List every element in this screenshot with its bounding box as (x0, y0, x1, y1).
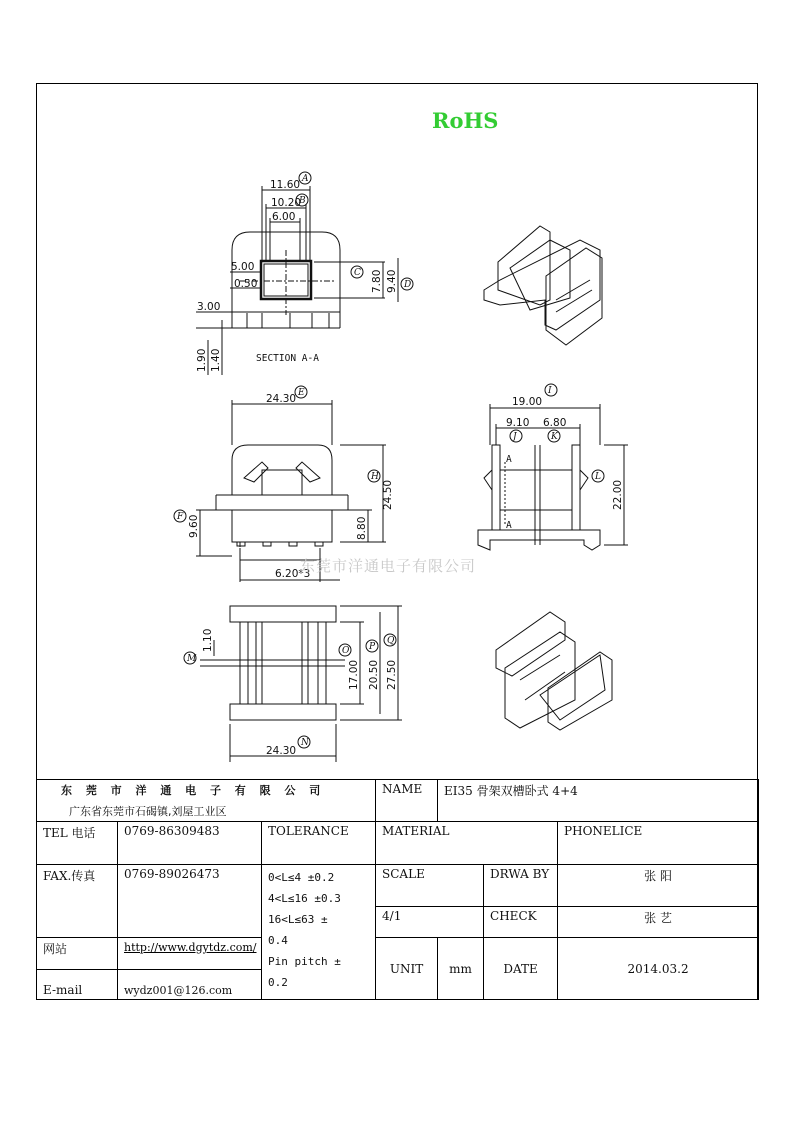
bubble-label: A (302, 174, 309, 184)
unit-label: UNIT (376, 938, 438, 1000)
dim-text: 22.00 (612, 479, 624, 510)
web-cell (118, 938, 262, 970)
dim-text: 1.10 (202, 628, 214, 652)
section-arrow-label: A (506, 454, 512, 465)
section-label: SECTION A-A (256, 353, 319, 364)
bubble-label: B (299, 196, 306, 206)
tolerance-line: 4<L≤16 ±0.3 (268, 892, 341, 905)
scale-value: 4/1 (376, 907, 484, 938)
check-label: CHECK (484, 907, 558, 938)
dim-text: 6.00 (272, 211, 296, 223)
tel-label: TEL 电话 (37, 822, 118, 865)
tolerance-values (262, 865, 376, 1000)
dim-text: 6.20*3 (275, 568, 311, 580)
bubble-label: F (177, 512, 184, 522)
dim-text: 1.40 (210, 348, 222, 372)
dim-text: 10.20 (271, 197, 302, 209)
dim-text: 11.60 (270, 179, 301, 191)
dim-text: 20.50 (368, 659, 380, 690)
email-label: E-mail (37, 970, 118, 1000)
bubble-label: N (301, 738, 309, 748)
fax-value: 0769-89026473 (118, 865, 262, 938)
company-address: 广东省东莞市石碣镇,刘屋工业区 (69, 805, 227, 818)
dim-text: 1.90 (196, 348, 208, 372)
email-value: wydz001@126.com (118, 970, 262, 1000)
name-label: NAME (376, 780, 438, 822)
material-value: PHONELICE (558, 822, 759, 865)
title-block (36, 779, 759, 1000)
date-value: 2014.03.2 (558, 938, 759, 1000)
tolerance-line: 0.4 (268, 934, 288, 947)
dim-text: 24.30 (266, 745, 297, 757)
dim-text: 3.00 (197, 301, 221, 313)
dim-text: 9.10 (506, 417, 530, 429)
drwa-value: 张 阳 (558, 865, 759, 907)
date-label: DATE (484, 938, 558, 1000)
tolerance-line: Pin pitch ± (268, 955, 341, 968)
drwa-label: DRWA BY (484, 865, 558, 907)
check-value: 张 艺 (558, 907, 759, 938)
watermark: 东莞市洋通电子有限公司 (300, 557, 477, 575)
name-value: EI35 骨架双槽卧式 4+4 (438, 780, 759, 822)
bubble-label: I (548, 386, 552, 396)
bubble-label: L (595, 472, 601, 482)
dim-text: 6.80 (543, 417, 567, 429)
dim-text: 24.30 (266, 393, 297, 405)
dim-text: 24.50 (382, 479, 394, 510)
material-label: MATERIAL (376, 822, 558, 865)
tolerance-line: 16<L≤63 ± (268, 913, 328, 926)
bubble-label: D (404, 280, 412, 290)
tolerance-line: 0<L≤4 ±0.2 (268, 871, 335, 884)
scale-label: SCALE (376, 865, 484, 907)
dim-text: 9.60 (188, 514, 200, 538)
unit-value: mm (438, 938, 484, 1000)
dim-text: 9.40 (386, 269, 398, 293)
dim-text: 5.00 (231, 261, 255, 273)
dim-text: 19.00 (512, 396, 543, 408)
company-name: 东 莞 市 洋 通 电 子 有 限 公 司 (61, 784, 326, 797)
tel-value: 0769-86309483 (118, 822, 262, 865)
bubble-label: Q (387, 636, 395, 646)
dim-text: 8.80 (356, 516, 368, 540)
tolerance-line: 0.2 (268, 976, 288, 989)
fax-label: FAX.传真 (37, 865, 118, 938)
bubble-label: H (371, 472, 379, 482)
section-arrow-label: A (506, 520, 512, 531)
bubble-label: M (187, 654, 197, 664)
dim-text: 27.50 (386, 659, 398, 690)
bubble-label: O (342, 646, 350, 656)
bubble-label: J (513, 432, 517, 442)
dim-text: 17.00 (348, 659, 360, 690)
rohs-mark: RoHS (432, 108, 499, 133)
bubble-label: E (298, 388, 305, 398)
tolerance-label: TOLERANCE (262, 822, 376, 865)
company-cell (37, 780, 376, 822)
bubble-label: C (354, 268, 361, 278)
bubble-label: P (369, 642, 376, 652)
bubble-label: K (551, 432, 558, 442)
website-link[interactable]: http://www.dgytdz.com/ (124, 941, 257, 954)
dim-text: 0.50 (234, 278, 258, 290)
dim-text: 7.80 (371, 269, 383, 293)
web-label: 网站 (37, 938, 118, 970)
